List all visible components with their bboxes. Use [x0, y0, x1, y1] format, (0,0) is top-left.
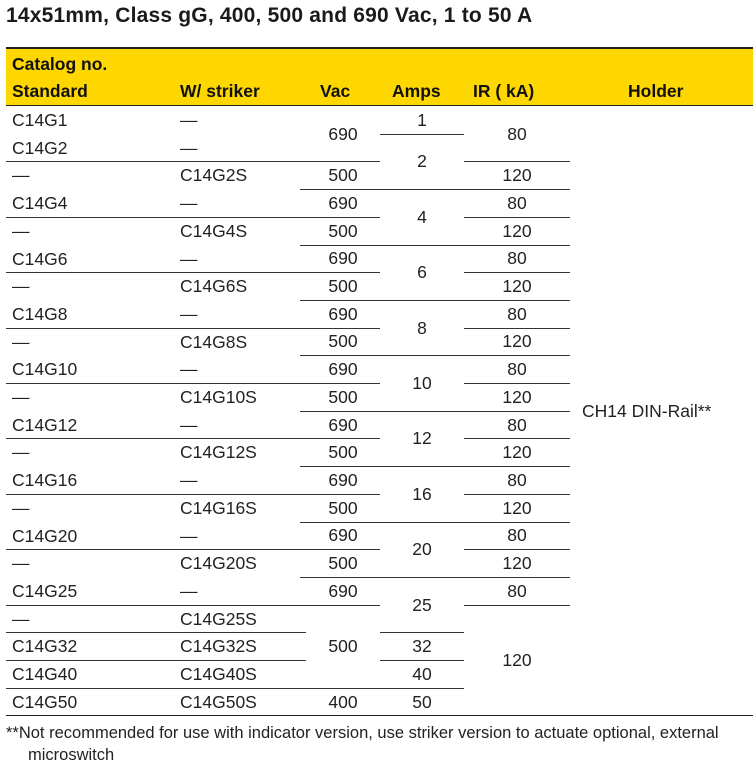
cell-striker: C14G12S [180, 442, 257, 463]
cell-vac: 500 [328, 220, 358, 241]
cell-vac: 500 [328, 165, 358, 186]
cell-striker: C14G50S [180, 691, 257, 712]
amps-rule [380, 245, 464, 246]
cell-ir: 80 [507, 414, 527, 435]
cell-standard: C14G16 [12, 470, 78, 491]
ir-rule [464, 494, 570, 495]
ir-rule [464, 355, 570, 356]
cell-vac: 690 [328, 469, 358, 490]
cell-ir: 120 [502, 276, 532, 297]
cell-standard: C14G50 [12, 691, 78, 712]
row-rule [6, 660, 306, 661]
cell-striker: C14G40S [180, 664, 257, 684]
ir-rule [464, 328, 570, 329]
cell-amps: 12 [412, 428, 432, 449]
vac-rule [300, 245, 380, 246]
cell-standard: C14G40 [12, 664, 78, 684]
row-rule [6, 217, 306, 218]
vac-rule [300, 355, 380, 356]
cell-ir: 120 [502, 553, 532, 574]
cell-striker: C14G2S [180, 165, 248, 186]
cell-striker: C14G20S [180, 553, 257, 574]
cell-ir: 80 [507, 192, 527, 213]
cell-striker: — [180, 470, 198, 491]
vac-rule [300, 328, 380, 329]
cell-striker: C14G4S [180, 220, 248, 241]
cell-ir: 120 [502, 386, 532, 407]
cell-vac: 690 [328, 303, 358, 324]
cell-vac: 500 [328, 386, 358, 407]
cell-vac: 690 [328, 359, 358, 380]
vac-rule [300, 577, 380, 578]
ir-rule [464, 411, 570, 412]
cell-vac: 500 [328, 497, 358, 518]
amps-rule [380, 688, 464, 689]
cell-striker: — [180, 193, 198, 214]
table-header [6, 49, 753, 105]
cell-striker: C14G32S [180, 636, 257, 657]
cell-amps: 10 [412, 373, 432, 393]
ir-rule [464, 549, 570, 550]
header-vac: Vac [320, 81, 351, 101]
amps-rule [380, 577, 464, 578]
row-rule [6, 688, 306, 689]
cell-amps: 2 [417, 151, 427, 172]
cell-striker: — [180, 303, 198, 324]
cell-standard: C14G32 [12, 636, 78, 657]
amps-rule [380, 522, 464, 523]
ir-rule [464, 438, 570, 439]
row-rule [6, 383, 306, 384]
vac-rule [300, 189, 380, 190]
cell-striker: — [180, 525, 198, 546]
page-title: 14x51mm, Class gG, 400, 500 and 690 Vac, 1 to 50 A [6, 4, 533, 27]
row-rule [6, 605, 306, 606]
cell-ir: 120 [502, 165, 532, 186]
cell-standard: — [12, 553, 30, 574]
cell-vac: 690 [328, 123, 358, 144]
vac-rule [300, 272, 380, 273]
cell-ir: 80 [507, 303, 527, 324]
cell-standard: — [12, 608, 30, 629]
cell-standard: C14G2 [12, 137, 68, 158]
cell-striker: — [180, 248, 198, 269]
cell-ir: 120 [502, 650, 532, 670]
vac-rule [300, 161, 380, 162]
ir-rule [464, 161, 570, 162]
header-holder: Holder [628, 81, 684, 101]
cell-standard: — [12, 331, 30, 352]
cell-vac: 690 [328, 580, 358, 601]
cell-standard: C14G6 [12, 248, 68, 269]
row-rule [6, 161, 306, 162]
cell-ir: 120 [502, 220, 532, 241]
cell-vac: 500 [328, 442, 358, 463]
cell-standard: — [12, 387, 30, 407]
cell-ir: 120 [502, 442, 532, 463]
cell-standard: C14G1 [12, 110, 68, 130]
cell-vac: 690 [328, 525, 358, 546]
ir-rule [464, 466, 570, 467]
cell-standard: — [12, 497, 30, 518]
amps-rule [380, 300, 464, 301]
vac-rule [300, 549, 380, 550]
row-rule [6, 549, 306, 550]
cell-striker: C14G10S [180, 387, 257, 407]
row-rule [6, 632, 306, 633]
header-standard: Standard [12, 81, 88, 101]
ir-rule [464, 272, 570, 273]
cell-striker: — [180, 580, 198, 601]
cell-striker: — [180, 137, 198, 158]
amps-rule [380, 466, 464, 467]
cell-amps: 16 [412, 483, 432, 504]
cell-standard: C14G8 [12, 303, 68, 324]
vac-rule [300, 522, 380, 523]
cell-standard: C14G25 [12, 580, 78, 601]
amps-rule [380, 411, 464, 412]
cell-amps: 40 [412, 663, 432, 684]
header-striker: W/ striker [180, 81, 260, 101]
cell-standard: C14G20 [12, 525, 78, 546]
cell-amps: 4 [417, 206, 427, 227]
vac-rule [300, 411, 380, 412]
header-catalog: Catalog no. [12, 54, 108, 74]
amps-rule [380, 134, 464, 135]
cell-amps: 8 [417, 317, 427, 338]
cell-striker: — [180, 359, 198, 380]
vac-rule [300, 300, 380, 301]
amps-rule [380, 189, 464, 190]
vac-rule [300, 466, 380, 467]
cell-amps: 25 [412, 594, 432, 615]
cell-ir: 120 [502, 331, 532, 352]
cell-ir: 80 [507, 469, 527, 490]
cell-striker: — [180, 110, 198, 130]
header-ir: IR ( kA) [473, 81, 535, 101]
ir-rule [464, 300, 570, 301]
footnote-text: **Not recommended for use with indicator version, use striker version to actuate optional, external microswitch [6, 724, 719, 764]
cell-striker: C14G8S [180, 331, 248, 352]
vac-rule [300, 383, 380, 384]
cell-amps: 1 [417, 109, 427, 130]
cell-ir: 80 [507, 123, 527, 144]
cell-standard: — [12, 165, 30, 186]
bottom-rule [6, 715, 753, 716]
cell-striker: C14G6S [180, 276, 248, 297]
row-rule [6, 328, 306, 329]
row-rule [6, 272, 306, 273]
cell-vac: 690 [328, 414, 358, 435]
cell-amps: 6 [417, 262, 427, 283]
cell-standard: C14G10 [12, 359, 78, 380]
vac-rule [300, 688, 380, 689]
cell-ir: 80 [507, 525, 527, 546]
amps-rule [380, 632, 464, 633]
ir-rule [464, 577, 570, 578]
cell-vac: 500 [328, 636, 358, 657]
vac-rule [300, 438, 380, 439]
cell-standard: — [12, 276, 30, 297]
ir-rule [464, 522, 570, 523]
cell-amps: 20 [412, 539, 432, 560]
ir-rule [464, 245, 570, 246]
cell-vac: 500 [328, 331, 358, 352]
ir-rule [464, 189, 570, 190]
vac-rule [300, 494, 380, 495]
cell-ir: 120 [502, 497, 532, 518]
cell-vac: 690 [328, 248, 358, 269]
cell-ir: 80 [507, 359, 527, 380]
ir-rule [464, 605, 570, 606]
footnote [6, 722, 751, 766]
holder-value: CH14 DIN-Rail** [582, 401, 712, 421]
cell-vac: 690 [328, 192, 358, 213]
cell-striker: — [180, 414, 198, 435]
cell-vac: 500 [328, 553, 358, 574]
cell-ir: 80 [507, 248, 527, 269]
amps-rule [380, 355, 464, 356]
cell-amps: 50 [412, 691, 432, 712]
cell-standard: — [12, 442, 30, 463]
cell-striker: C14G16S [180, 497, 257, 518]
cell-vac: 400 [328, 691, 358, 712]
vac-rule [300, 605, 380, 606]
ir-rule [464, 217, 570, 218]
row-rule [6, 494, 306, 495]
cell-vac: 500 [328, 276, 358, 297]
cell-striker: C14G25S [180, 608, 257, 629]
cell-ir: 80 [507, 580, 527, 601]
row-rule [6, 438, 306, 439]
cell-standard: — [12, 220, 30, 241]
header-rule [6, 105, 753, 106]
amps-rule [380, 660, 464, 661]
cell-amps: 32 [412, 636, 432, 657]
cell-standard: C14G12 [12, 414, 78, 435]
header-amps: Amps [392, 81, 441, 101]
ir-rule [464, 383, 570, 384]
cell-standard: C14G4 [12, 193, 68, 214]
vac-rule [300, 217, 380, 218]
